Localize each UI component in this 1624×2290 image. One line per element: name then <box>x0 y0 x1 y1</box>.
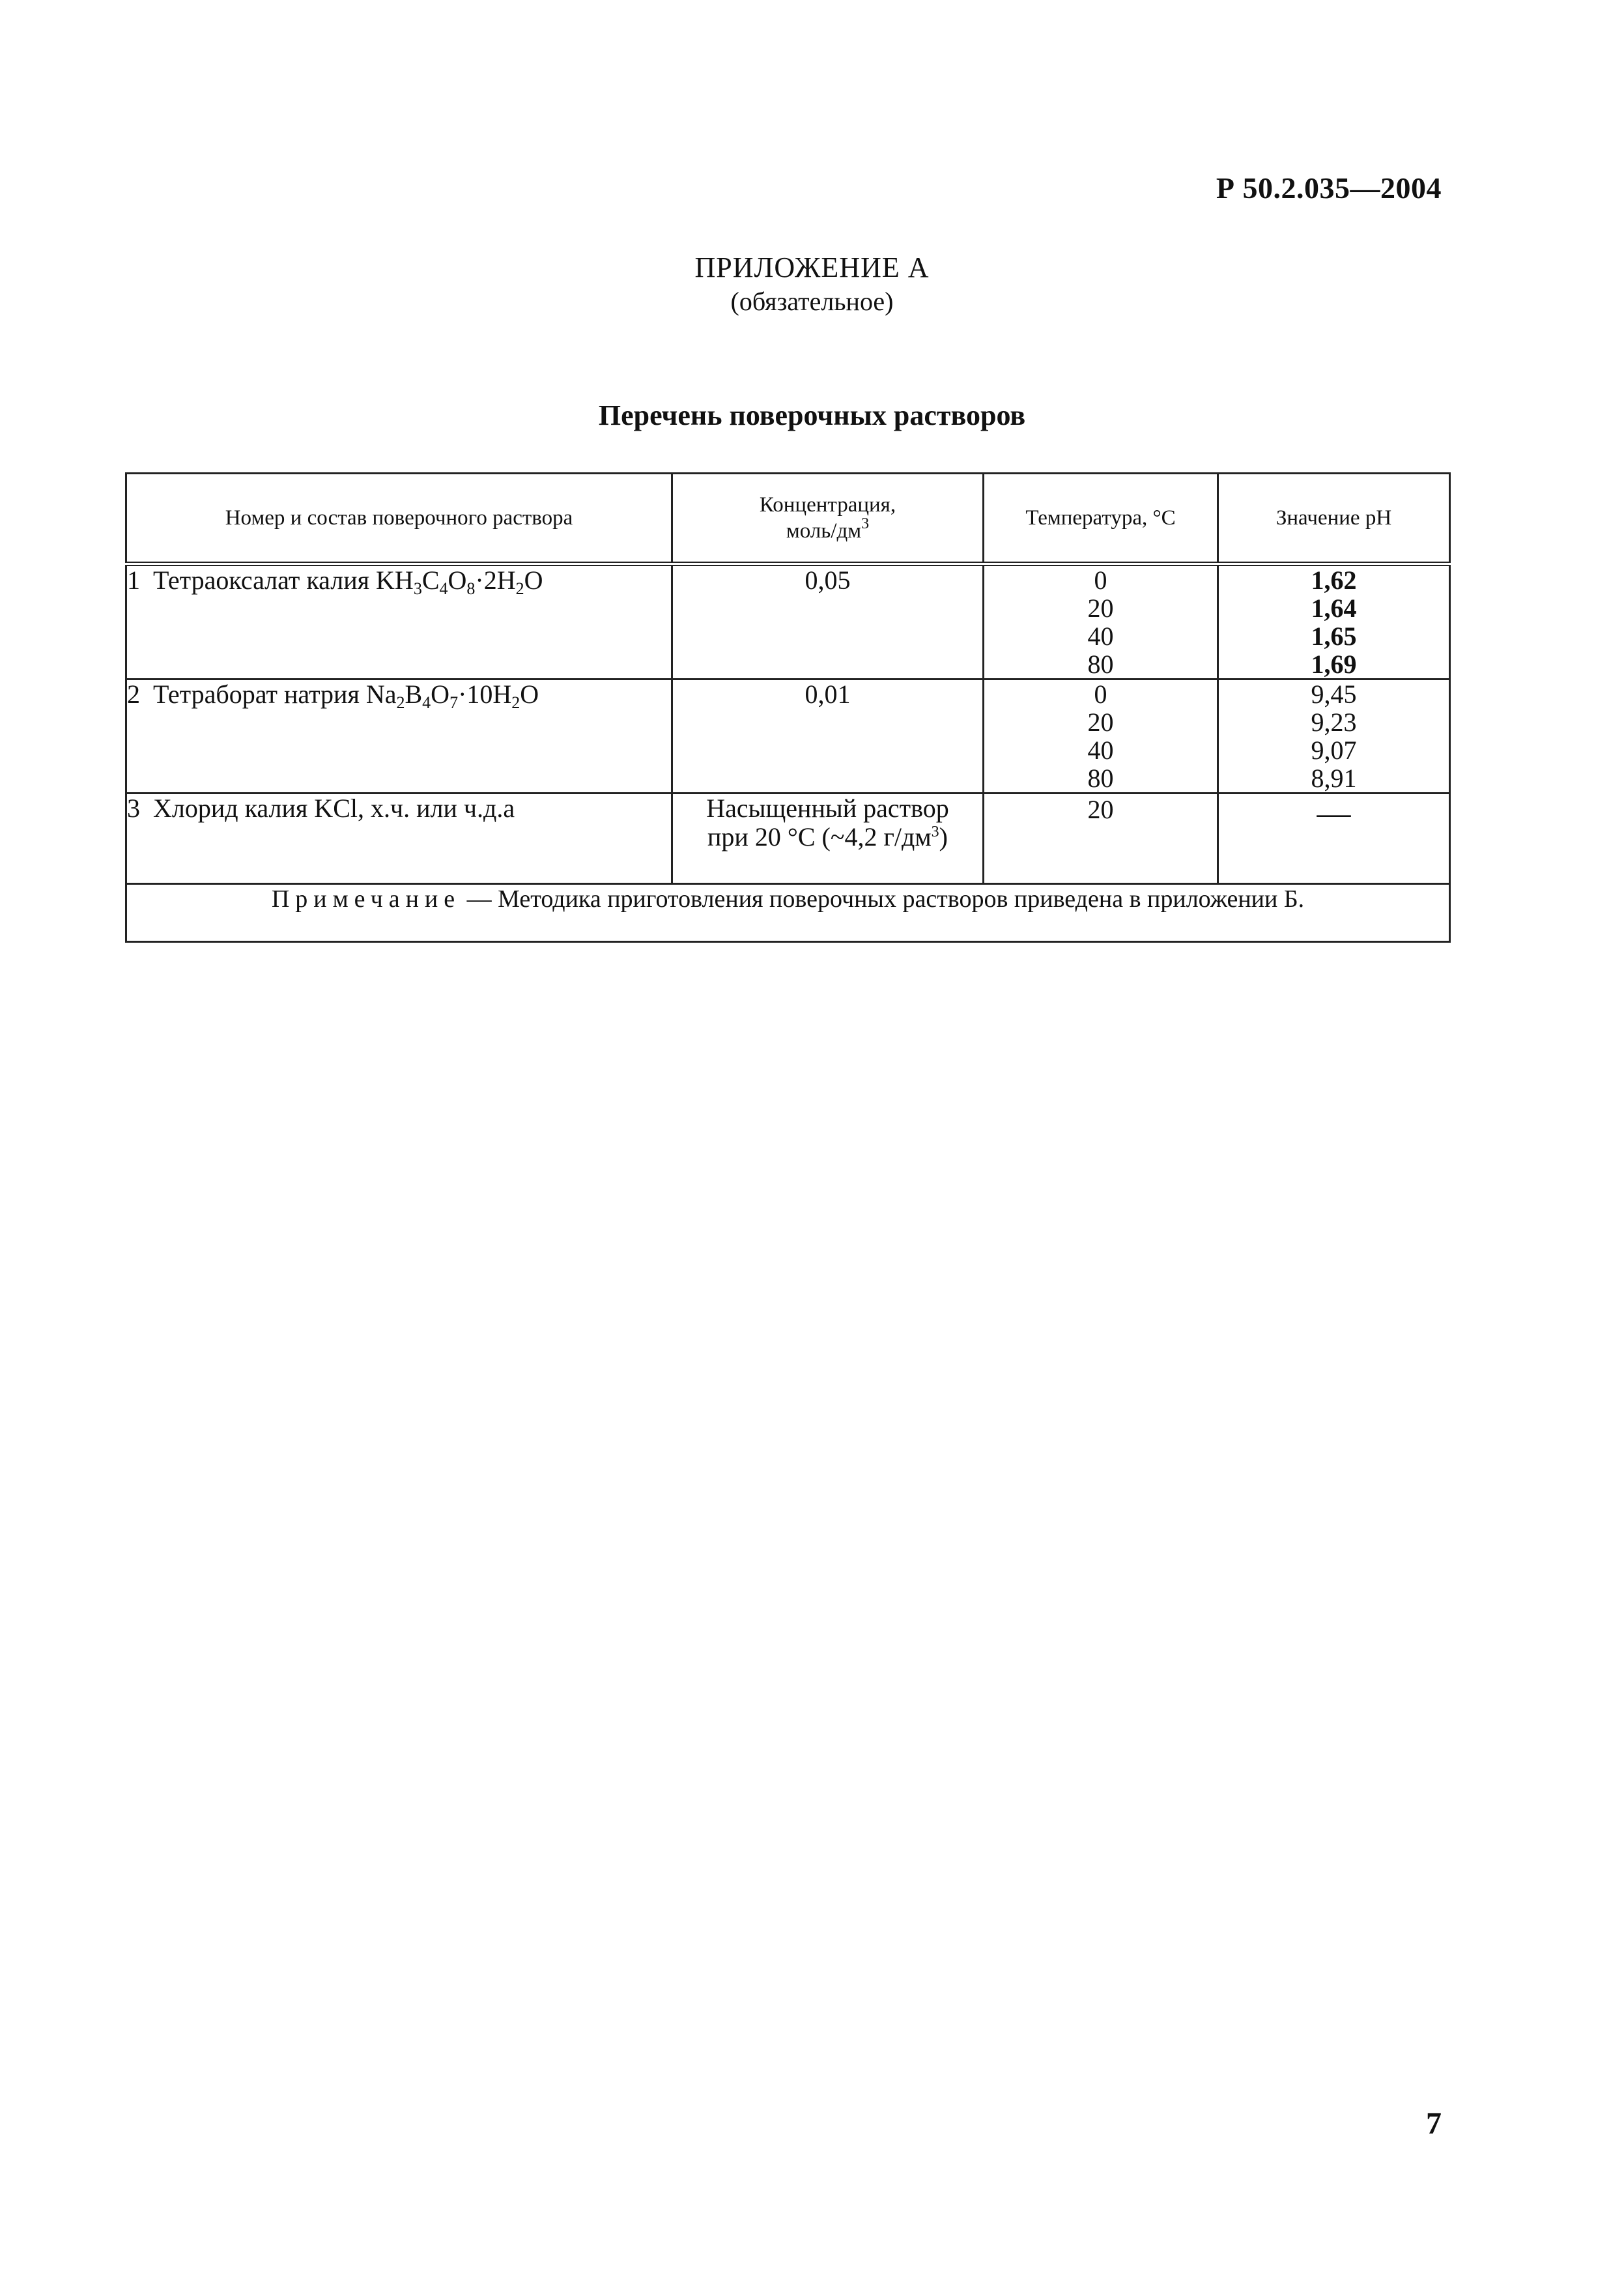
annex-heading <box>0 251 1624 319</box>
row-2-ph-values <box>1218 680 1450 794</box>
row-2-name-cell <box>126 680 672 794</box>
row-2-ph: 9,23 <box>1311 708 1357 737</box>
row-1-temp: 40 <box>1087 622 1114 651</box>
row-3-conc-line1: Насыщенный раствор <box>706 794 949 823</box>
row-2-num: 2 <box>127 680 140 709</box>
row-2-ph: 8,91 <box>1311 764 1357 793</box>
table-row <box>126 794 1450 884</box>
row-2-temp: 20 <box>1087 708 1114 737</box>
table-title: Перечень поверочных растворов <box>598 399 1026 431</box>
row-1-name-cell <box>126 564 672 680</box>
note-text: — Методика приготовления поверочных растворов приведена в приложении Б. <box>461 885 1305 913</box>
row-3-name-cell <box>126 794 672 884</box>
row-1-ph: 1,64 <box>1311 594 1357 623</box>
header-conc-unit: моль/дм <box>786 519 862 543</box>
row-3-conc-line2: при 20 °С (~4,2 $г/дм^3$) <box>707 822 948 852</box>
row-2-ph: 9,45 <box>1311 680 1357 709</box>
annex-type: (обязательное) <box>730 287 894 316</box>
row-3-ph: — <box>1218 794 1450 884</box>
solutions-table <box>125 472 1451 943</box>
row-1-ph: 1,65 <box>1311 622 1357 651</box>
row-2-temp: 80 <box>1087 764 1114 793</box>
table-row <box>126 564 1450 680</box>
header-conc-line1: Концентрация, <box>759 493 896 517</box>
row-2-name: Тетраборат натрия <box>153 680 360 709</box>
row-1-concentration: 0,05 <box>672 564 984 680</box>
table-row <box>126 680 1450 794</box>
row-2-concentration: 0,01 <box>672 680 984 794</box>
row-1-temp: 80 <box>1087 650 1114 679</box>
row-1-name: Тетраоксалат калия <box>153 565 370 595</box>
header-conc-exp: 3 <box>861 515 870 532</box>
row-2-ph: 9,07 <box>1311 736 1357 765</box>
row-3-temperature: 20 <box>984 794 1218 884</box>
row-1-formula: $KH_3C_4O_8\cdot 2H_2O$ <box>376 565 543 598</box>
row-1-ph-values <box>1218 564 1450 680</box>
table-note <box>126 884 1450 942</box>
header-temperature: Температура, °С <box>984 474 1218 564</box>
row-3-name: Хлорид калия KCl, х.ч. или ч.д.а <box>153 794 515 823</box>
note-label: Примечание <box>271 885 461 913</box>
page-number: 7 <box>1426 2106 1442 2141</box>
table-note-row <box>126 884 1450 942</box>
row-2-temp: 40 <box>1087 736 1114 765</box>
row-3-concentration <box>672 794 984 884</box>
row-2-formula: $Na_2B_4O_7\cdot 10H_2O$ <box>365 680 539 712</box>
document-code: Р 50.2.035—2004 <box>1216 171 1442 205</box>
row-1-ph: 1,62 <box>1311 565 1357 595</box>
row-1-temp: 0 <box>1094 565 1107 595</box>
table-header-row <box>126 474 1450 564</box>
row-1-num: 1 <box>127 565 140 595</box>
row-3-num: 3 <box>127 794 140 823</box>
row-2-temperatures <box>984 680 1218 794</box>
annex-title: ПРИЛОЖЕНИЕ А <box>694 251 930 283</box>
row-1-temp: 20 <box>1087 594 1114 623</box>
header-name: Номер и состав поверочного раствора <box>126 474 672 564</box>
row-2-temp: 0 <box>1094 680 1107 709</box>
header-ph: Значение pH <box>1218 474 1450 564</box>
row-1-temperatures <box>984 564 1218 680</box>
header-conc-unit-line <box>673 515 982 544</box>
row-1-ph: 1,69 <box>1311 650 1357 679</box>
header-concentration <box>672 474 984 564</box>
